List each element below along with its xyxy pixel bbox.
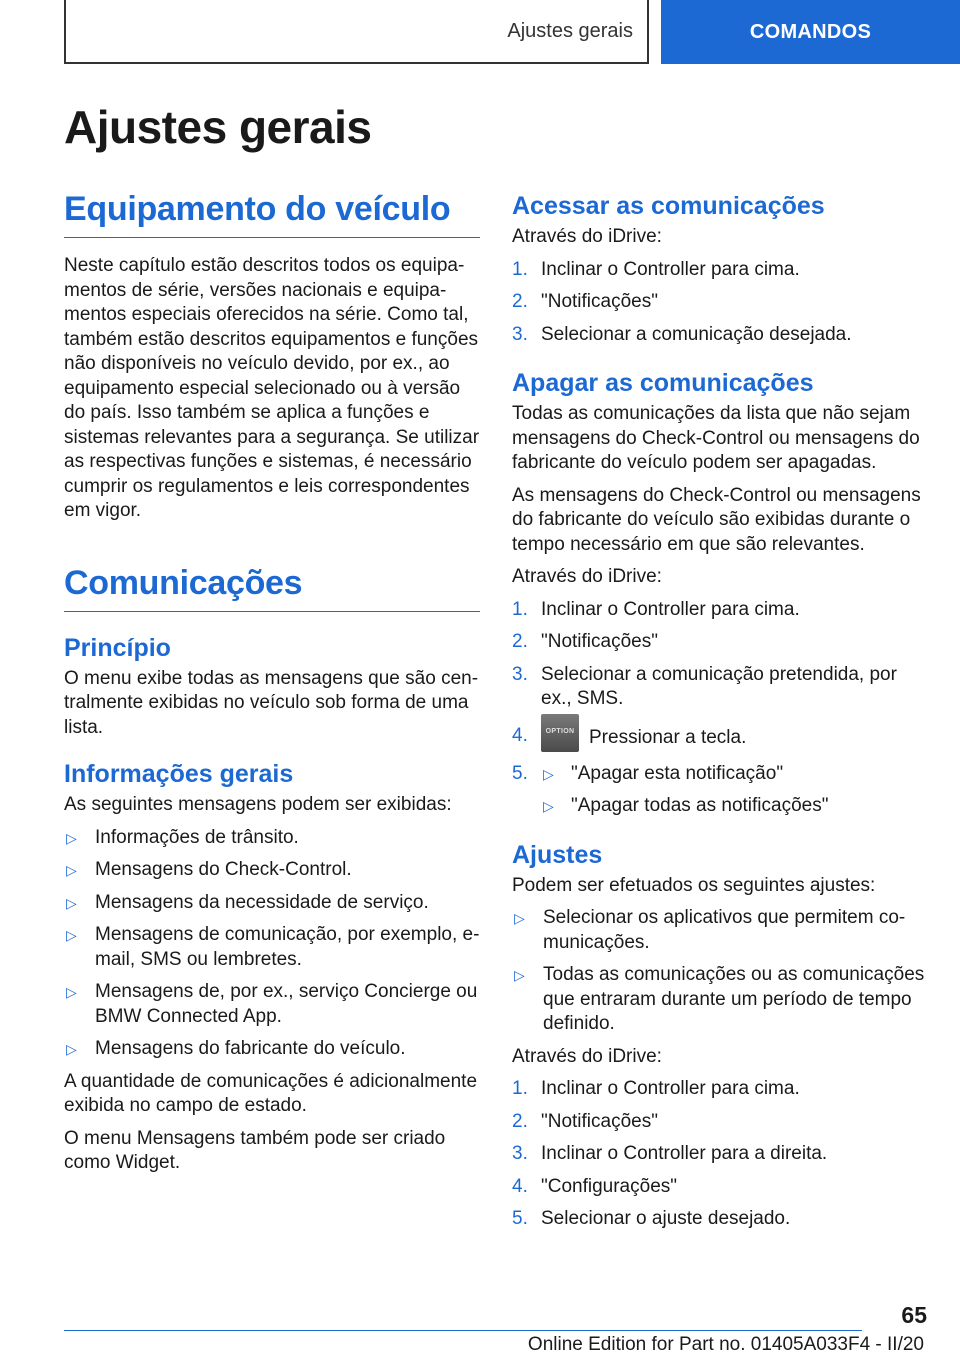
running-header-title: Ajustes gerais (507, 19, 633, 42)
section-title-equipamento: Equipamento do veículo (64, 190, 480, 238)
list-item: 3. Inclinar o Controller para a direita. (512, 1143, 828, 1164)
list-item: ▷ Mensagens de comunicação, por exemplo, e-mail, SMS ou lembretes. (64, 923, 480, 972)
list-item: 3. Selecionar a comunicação pretendida, por ex., SMS. (512, 663, 897, 709)
bullet-triangle-icon: ▷ (66, 894, 77, 911)
list-item: 2. "Notificações" (512, 631, 658, 652)
bullet-triangle-icon: ▷ (66, 862, 77, 878)
list-item: ▷ Informações de trânsito. (64, 826, 480, 851)
list-item: ▷ Mensagens de, por ex., serviço Concierge ou BMW Connected App. (64, 980, 480, 1029)
list-item: 4. "Configurações" (512, 1175, 678, 1197)
chapter-tab-label: COMANDOS (749, 20, 872, 43)
list-item: ▷ Mensagens da necessidade de serviço. (64, 891, 480, 916)
bullet-triangle-icon: ▷ (514, 910, 525, 926)
left-column (64, 190, 480, 1184)
subsection-title-apagar: Apagar as comunicações (512, 369, 814, 397)
bullet-triangle-icon: ▷ (543, 798, 554, 814)
bullet-triangle-icon: ▷ (66, 1041, 77, 1057)
option-button-icon: OPTION (541, 714, 579, 752)
acessar-intro: Através do iDrive: (512, 226, 662, 247)
list-item: 2. "Notificações" (512, 1110, 658, 1132)
ajustes-intro: Podem ser efetuados os seguintes ajustes: (512, 874, 876, 896)
subsection-title-acessar: Acessar as comunicações (512, 192, 825, 220)
ajustes-steps (512, 1077, 928, 1232)
section-title-comunicacoes: Comunicações (64, 564, 480, 612)
list-item: 1. Inclinar o Controller para cima. (512, 258, 800, 280)
page-title: Ajustes gerais (64, 101, 372, 153)
list-item: 3. Selecionar a comunicação desejada. (512, 323, 852, 345)
chapter-tab (661, 0, 960, 64)
apagar-paragraph-1: Todas as comunicações da lista que não sejam mensagens do Check-Control ou mensagens do fabricante do veículo podem ser apagadas. (512, 403, 920, 473)
subsection-title-informacoes: Informações gerais (64, 760, 294, 788)
informacoes-intro: As seguintes mensagens podem ser exibidas: (64, 794, 452, 815)
list-item: 4. OPTION Pressionar a tecla. (512, 724, 928, 752)
bullet-triangle-icon: ▷ (66, 927, 77, 943)
subsection-title-ajustes: Ajustes (512, 840, 603, 869)
list-item: 1. Inclinar o Controller para cima. (512, 1078, 800, 1099)
ajustes-intro-2: Através do iDrive: (512, 1045, 662, 1067)
list-item: 5. Selecionar o ajuste desejado. (512, 1208, 791, 1229)
widget-paragraph: O menu Mensagens também pode ser criado como Widget. (64, 1127, 446, 1173)
page-number: 65 (901, 1302, 927, 1328)
bullet-triangle-icon: ▷ (514, 967, 525, 983)
list-item: 5. ▷ "Apagar esta notificação" ▷ "Apagar todas as notificações" (512, 762, 928, 827)
list-item: 1. Inclinar o Controller para cima. (512, 598, 800, 620)
informacoes-list (64, 826, 480, 1062)
footer-divider (64, 1330, 862, 1331)
subsection-title-principio: Princípio (64, 633, 171, 662)
footer-edition: Online Edition for Part no. 01405A033F4 - II/20 (527, 1334, 924, 1355)
acessar-steps (512, 258, 928, 348)
running-header (64, 0, 649, 64)
principio-paragraph: O menu exibe todas as mensagens que são centralmente exibidas no veículo sob forma de uma lista. (64, 667, 479, 738)
quantidade-paragraph: A quantidade de comunicações é adicionalmente exibida no campo de estado. (64, 1070, 478, 1116)
list-item: ▷ Mensagens do Check-Control. (64, 858, 480, 883)
apagar-steps (512, 598, 928, 827)
list-item: 2. "Notificações" (512, 291, 658, 312)
bullet-triangle-icon: ▷ (66, 984, 77, 1000)
list-item: ▷ Mensagens do fabricante do veículo. (64, 1037, 480, 1062)
equipamento-paragraph: Neste capítulo estão descritos todos os equipamentos de série, versões nacionais e equipamentos especiais oferecidos na série. Como tal, também estão descritos equipamentos e funções não disponíveis no veículo devido, por ex., ao equipamento especial selecionado ou à versão do país. Isso também se aplica a funções e sistemas relevantes para a segurança. Se utilizar as respectivas funções e sistemas, é necessário cumprir os regulamentos e leis correspondentes em vigor. (64, 255, 480, 521)
list-item: ▷ Selecionar os aplicativos que permitem comunicações. (512, 906, 928, 955)
list-item: ▷ Todas as comunicações ou as comunicações que entraram durante um período de tempo definido. (512, 963, 928, 1037)
bullet-triangle-icon: ▷ (66, 829, 77, 846)
apagar-intro: Através do iDrive: (512, 566, 662, 587)
ajustes-list (512, 906, 928, 1037)
apagar-paragraph-2: As mensagens do Check-Control ou mensagens do fabricante do veículo são exibidas durante o tempo necessário em que são relevantes. (512, 484, 921, 555)
bullet-triangle-icon: ▷ (543, 765, 554, 782)
right-column (512, 190, 928, 1240)
